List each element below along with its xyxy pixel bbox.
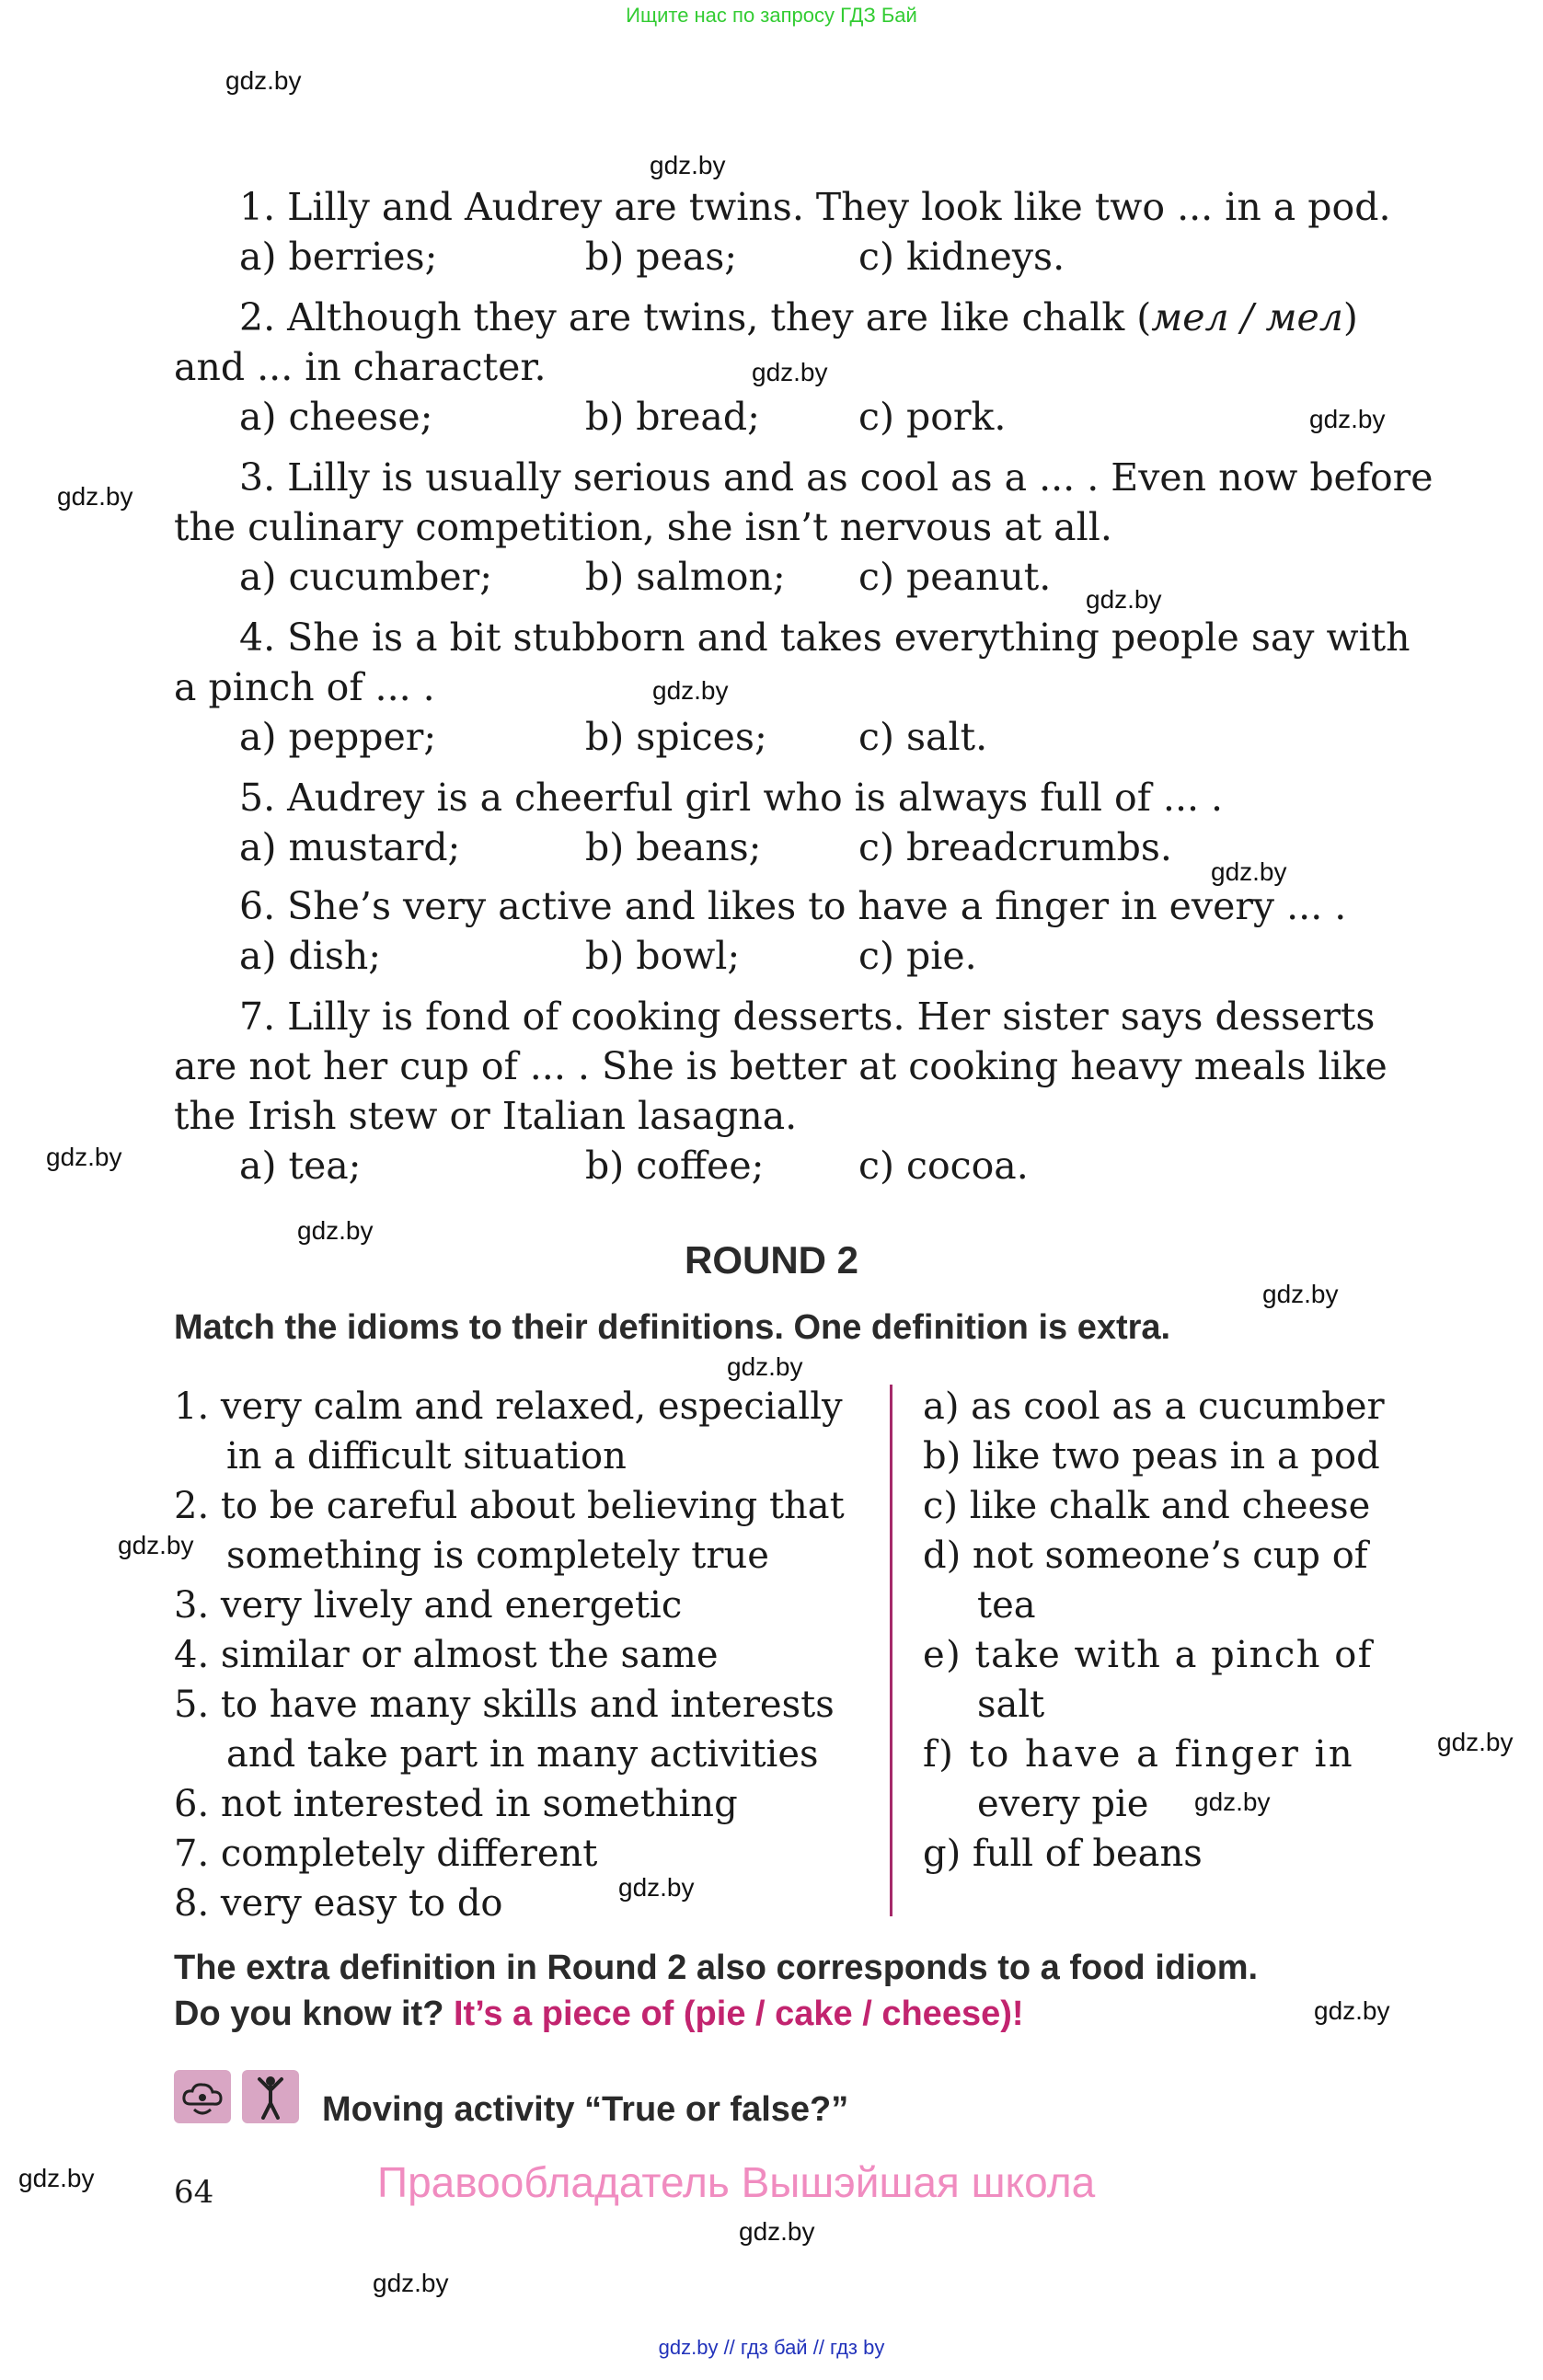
standing-person-icon [242, 2070, 299, 2123]
question-text-start: 2. Although they are twins, they are like chalk ( [239, 295, 1152, 339]
question-text: 4. She is a bit stubborn and takes everything people say with [239, 615, 1411, 660]
question-text: the culinary competition, she isn’t nervous at all. [174, 505, 1112, 549]
cloud-head-icon [174, 2070, 231, 2123]
watermark: gdz.by [652, 676, 729, 705]
top-banner: Ищите нас по запросу ГДЗ Бай [626, 4, 917, 27]
watermark: gdz.by [1309, 405, 1386, 433]
question-text: 7. Lilly is fond of cooking desserts. Her sister says desserts [239, 995, 1376, 1039]
option-b: b) bread; [585, 395, 760, 439]
option-a: a) tea; [239, 1144, 362, 1188]
definition-item: 5. to have many skills and interests [174, 1684, 835, 1726]
option-c: c) kidneys. [858, 235, 1065, 279]
watermark: gdz.by [18, 2164, 95, 2192]
idiom-item: f) to have a finger in [923, 1733, 1355, 1776]
question-text: the Irish stew or Italian lasagna. [174, 1094, 798, 1138]
idiom-item: tea [977, 1584, 1036, 1627]
option-c: c) breadcrumbs. [858, 825, 1172, 869]
definition-item: in a difficult situation [226, 1435, 627, 1477]
definition-item: something is completely true [226, 1535, 769, 1577]
round-instruction: Match the idioms to their definitions. One definition is extra. [174, 1308, 1171, 1347]
watermark: gdz.by [1086, 585, 1162, 614]
watermark: gdz.by [297, 1216, 374, 1245]
idiom-item: b) like two peas in a pod [923, 1435, 1380, 1477]
option-a: a) cheese; [239, 395, 433, 439]
watermark: gdz.by [739, 2217, 815, 2246]
column-divider [890, 1385, 892, 1916]
definition-item: 1. very calm and relaxed, especially [174, 1385, 843, 1428]
question-text: 3. Lilly is usually serious and as cool as a ... . Even now before [239, 455, 1434, 500]
option-b: b) spices; [585, 715, 767, 759]
definition-item: 4. similar or almost the same [174, 1634, 719, 1676]
extra-question-start: Do you know it? [174, 1995, 444, 2033]
question-text: 1. Lilly and Audrey are twins. They look like two ... in a pod. [239, 185, 1391, 229]
option-a: a) pepper; [239, 715, 437, 759]
option-c: c) pork. [858, 395, 1007, 439]
footer-links: gdz.by // гдз бай // гдз by [658, 2336, 885, 2359]
option-b: b) bowl; [585, 934, 741, 978]
watermark: gdz.by [1262, 1280, 1339, 1308]
question-text: a pinch of ... . [174, 665, 435, 709]
watermark: gdz.by [650, 151, 726, 179]
definition-item: 8. very easy to do [174, 1882, 503, 1925]
option-a: a) berries; [239, 235, 438, 279]
watermark: gdz.by [57, 482, 133, 511]
idiom-item: e) take with a pinch of [923, 1634, 1374, 1676]
definition-item: 3. very lively and energetic [174, 1584, 683, 1627]
page-number: 64 [174, 2174, 214, 2211]
idiom-item: a) as cool as a cucumber [923, 1385, 1385, 1428]
option-c: c) cocoa. [858, 1144, 1029, 1188]
watermark: gdz.by [1437, 1728, 1514, 1756]
definition-item: 6. not interested in something [174, 1783, 738, 1825]
definition-item: 2. to be careful about believing that [174, 1485, 845, 1527]
copyright-notice: Правообладатель Вышэйшая школа [377, 2158, 1096, 2206]
option-b: b) beans; [585, 825, 762, 869]
idiom-item: every pie [977, 1783, 1149, 1825]
watermark: gdz.by [727, 1352, 803, 1381]
watermark: gdz.by [1194, 1788, 1271, 1816]
watermark: gdz.by [373, 2269, 449, 2297]
option-c: c) pie. [858, 934, 977, 978]
idiom-item: salt [977, 1684, 1045, 1726]
watermark: gdz.by [225, 66, 302, 95]
option-a: a) mustard; [239, 825, 461, 869]
question-text-end: ) [1342, 295, 1358, 339]
idiom-highlight: It’s a piece of (pie / cake / cheese)! [454, 1995, 1024, 2033]
definition-item: and take part in many activities [226, 1733, 819, 1776]
idiom-item: g) full of beans [923, 1833, 1203, 1875]
question-text: and ... in character. [174, 345, 547, 389]
extra-definition-question [174, 1995, 1024, 2034]
watermark: gdz.by [752, 358, 828, 386]
activity-icons [174, 2070, 299, 2123]
watermark: gdz.by [1314, 1996, 1390, 2025]
extra-definition-text: The extra definition in Round 2 also corresponds to a food idiom. [174, 1949, 1259, 1987]
watermark: gdz.by [1211, 857, 1287, 886]
question-text [239, 293, 1358, 342]
watermark: gdz.by [46, 1143, 122, 1171]
watermark: gdz.by [618, 1873, 695, 1902]
definition-item: 7. completely different [174, 1833, 598, 1875]
idiom-item: d) not someone’s cup of [923, 1535, 1368, 1577]
option-c: c) peanut. [858, 555, 1052, 599]
option-b: b) coffee; [585, 1144, 765, 1188]
option-b: b) peas; [585, 235, 738, 279]
watermark: gdz.by [118, 1531, 194, 1559]
moving-activity-label: Moving activity “True or false?” [322, 2090, 849, 2129]
round-title: ROUND 2 [684, 1238, 859, 1282]
option-a: a) cucumber; [239, 555, 493, 599]
idiom-item: c) like chalk and cheese [923, 1485, 1371, 1527]
question-text: are not her cup of ... . She is better at cooking heavy meals like [174, 1044, 1388, 1088]
question-text: 6. She’s very active and likes to have a finger in every ... . [239, 884, 1347, 928]
option-c: c) salt. [858, 715, 988, 759]
option-b: b) salmon; [585, 555, 786, 599]
option-a: a) dish; [239, 934, 382, 978]
russian-translation: мел / мел [1151, 295, 1343, 339]
question-text: 5. Audrey is a cheerful girl who is always full of ... . [239, 776, 1224, 820]
